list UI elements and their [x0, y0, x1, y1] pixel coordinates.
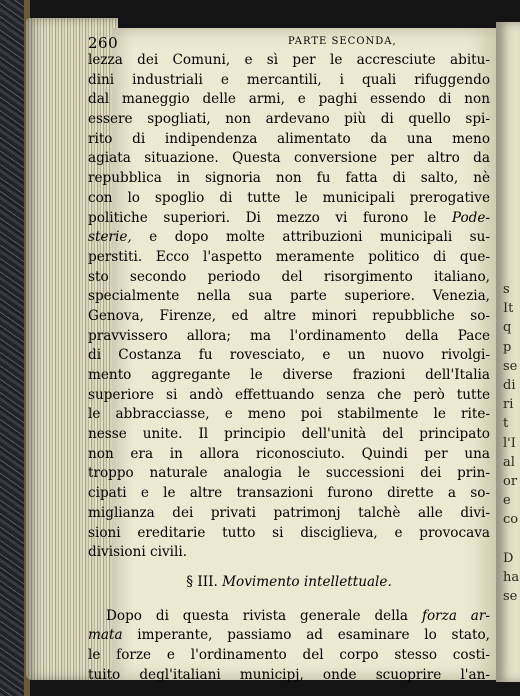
- text-line: agiata situazione. Questa conversione per altro da: [88, 150, 490, 167]
- text-line: nesse unite. Il principio dell'unità del principato: [88, 426, 490, 443]
- text-line: troppo naturale analogia le successioni dei prin-: [88, 465, 490, 482]
- text-line: non era in allora riconosciuto. Quindi per una: [88, 445, 490, 462]
- facing-fragment: co: [503, 512, 519, 528]
- text-line: mento aggregante le diverse frazioni dell'Italia: [88, 367, 490, 383]
- facing-fragment: s: [503, 282, 510, 297]
- text-line: mata imperante, passiamo ad esaminare lo stato,: [88, 627, 490, 644]
- facing-fragment: or: [503, 473, 518, 489]
- facing-page-text-fragments: [503, 280, 519, 606]
- text-line: perstiti. Ecco l'aspetto meramente politico di que-: [88, 248, 490, 265]
- facing-fragment: se: [503, 589, 518, 604]
- facing-page-edge: [496, 22, 520, 682]
- section-title: Movimento intellettuale.: [222, 573, 392, 590]
- text-line: Genova, Firenze, ed altre minori repubbliche so-: [88, 307, 490, 324]
- facing-fragment: ri: [503, 397, 514, 413]
- facing-fragment: se: [503, 358, 518, 374]
- facing-fragment: di: [503, 377, 516, 393]
- section-heading: [88, 573, 490, 593]
- text-line: miglianza dei privati patrimonj talchè alle divi-: [88, 504, 490, 521]
- text-line: sterie, e dopo molte attribuzioni municipali su-: [88, 229, 490, 246]
- text-line: rito di indipendenza alimentato da una meno: [88, 130, 490, 147]
- page-number: 260: [88, 34, 119, 52]
- text-line: le abbracciasse, e meno poi stabilmente le rite-: [88, 406, 490, 423]
- facing-fragment: [503, 529, 519, 548]
- text-line: essere spogliati, non ardevano più di quello spi-: [88, 111, 490, 128]
- text-line: sioni ereditarie tutto si disciglieva, e provocava: [88, 524, 490, 541]
- facing-fragment: e: [503, 493, 511, 509]
- text-line: con lo spoglio di tutte le municipali prerogative: [88, 189, 490, 206]
- facing-fragment: q: [503, 320, 512, 336]
- page-header: [88, 34, 488, 52]
- text-line: repubblica in signoria non fu fatta di salto, nè: [88, 170, 490, 187]
- text-line: tuito degl'italiani municipj, onde scuoprire l'an-: [88, 666, 490, 683]
- facing-fragment: It: [503, 301, 514, 317]
- section-number: § III.: [186, 573, 218, 590]
- text-line: superiore si andò effettuando senza che però tutte: [88, 386, 490, 403]
- page-body: [88, 51, 490, 685]
- text-line: pravvissero allora; ma l'ordinamento della Pace: [88, 327, 490, 344]
- running-head: PARTE SECONDA,: [288, 36, 397, 47]
- text-line: le forze e l'ordinamento del corpo stesso costi-: [88, 646, 490, 663]
- text-line: cipati e le altre transazioni furono dirette a so-: [88, 485, 490, 502]
- text-line: divisioni civili.: [88, 544, 188, 561]
- facing-fragment: l'I: [503, 435, 516, 451]
- facing-fragment: ha: [503, 569, 520, 585]
- facing-fragment: D: [503, 550, 514, 566]
- paragraph-2: [88, 607, 490, 686]
- text-line: sto secondo periodo del risorgimento italiano,: [88, 268, 490, 285]
- facing-fragment: al: [503, 454, 515, 470]
- text-line: politiche superiori. Di mezzo vi furono le Pode-: [88, 209, 490, 226]
- facing-fragment: t: [503, 416, 509, 432]
- facing-fragment: p: [503, 339, 512, 355]
- text-line: specialmente nella sua parte superiore. Venezia,: [88, 288, 490, 305]
- text-line: dini industriali e mercantili, i quali rifuggendo: [88, 71, 490, 88]
- text-line: Dopo di questa rivista generale della forza ar-: [106, 607, 491, 624]
- paragraph-1: [88, 51, 490, 563]
- text-line: lezza dei Comuni, e sì per le accresciute abitu-: [88, 52, 490, 68]
- text-line: dal maneggio delle armi, e paghi essendo di non: [88, 91, 490, 108]
- text-line: di Costanza fu rovesciato, e un nuovo rivolgi-: [88, 347, 490, 364]
